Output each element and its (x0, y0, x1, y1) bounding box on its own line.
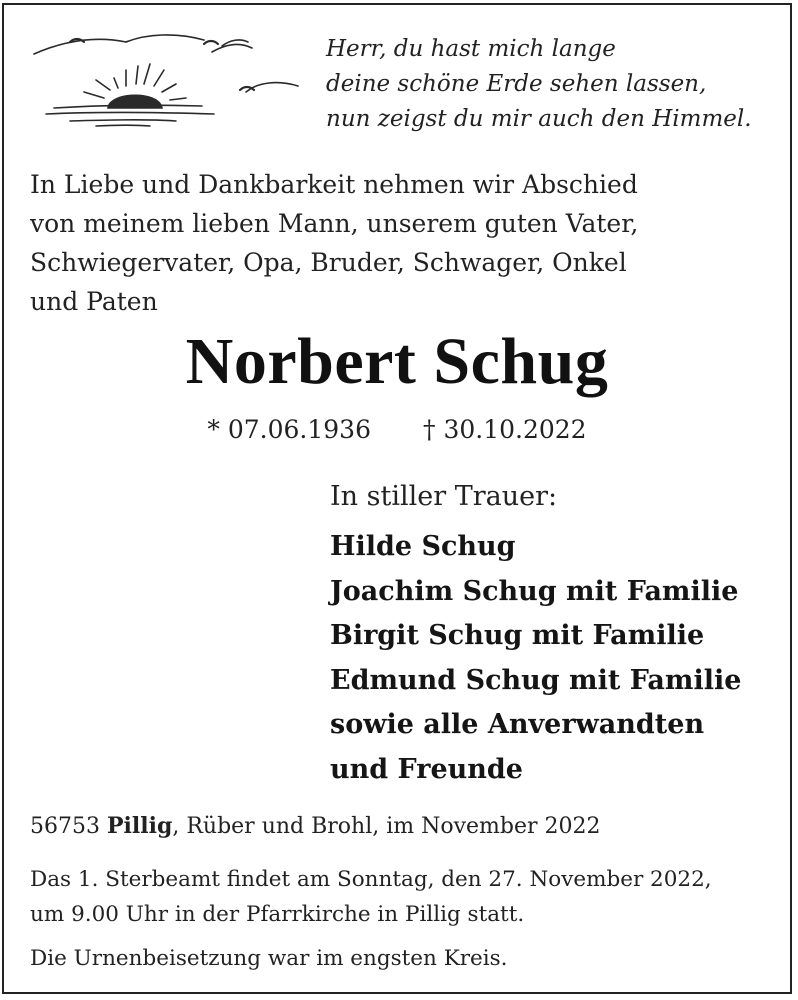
postcode: 56753 (30, 814, 100, 839)
mourner-name: sowie alle Anverwandten (330, 709, 705, 740)
mourner-name: und Freunde (330, 753, 523, 785)
deceased-name: Norbert Schug (185, 325, 609, 398)
mourner-name: Hilde Schug (330, 531, 516, 562)
mourning-label: In stiller Trauer: (330, 481, 558, 512)
place-rest: , Rüber und Brohl, im November 2022 (172, 814, 601, 839)
life-dates (0, 410, 794, 450)
town: Pillig (107, 813, 173, 839)
verse-line: deine schöne Erde sehen lassen, (326, 71, 707, 97)
birth-date: * 07.06.1936 (207, 415, 371, 444)
verse-line: nun zeigst du mir auch den Himmel. (326, 106, 752, 132)
place-and-date (30, 808, 601, 845)
intro-line: In Liebe und Dankbarkeit nehmen wir Abschied (30, 170, 638, 199)
mourners-list (330, 525, 790, 792)
intro-text (30, 165, 770, 321)
intro-line: Schwiegervater, Opa, Bruder, Schwager, Onkel (30, 248, 627, 277)
mourner-name: Birgit Schug mit Familie (330, 620, 705, 651)
intro-line: und Paten (30, 287, 158, 316)
urn-note: Die Urnenbeisetzung war im engsten Kreis. (30, 946, 508, 971)
verse-block (326, 32, 786, 137)
sunset-with-birds-icon (26, 26, 306, 136)
service-info (30, 862, 780, 932)
mourner-name: Edmund Schug mit Familie (330, 664, 742, 696)
service-line: Das 1. Sterbeamt findet am Sonntag, den 27. November 2022, (30, 867, 712, 892)
death-date: † 30.10.2022 (423, 415, 587, 444)
intro-line: von meinem lieben Mann, unserem guten Vater, (30, 209, 639, 238)
verse-line: Herr, du hast mich lange (326, 36, 616, 62)
service-line: um 9.00 Uhr in der Pfarrkirche in Pillig statt. (30, 902, 525, 927)
mourner-name: Joachim Schug mit Familie (330, 575, 739, 607)
